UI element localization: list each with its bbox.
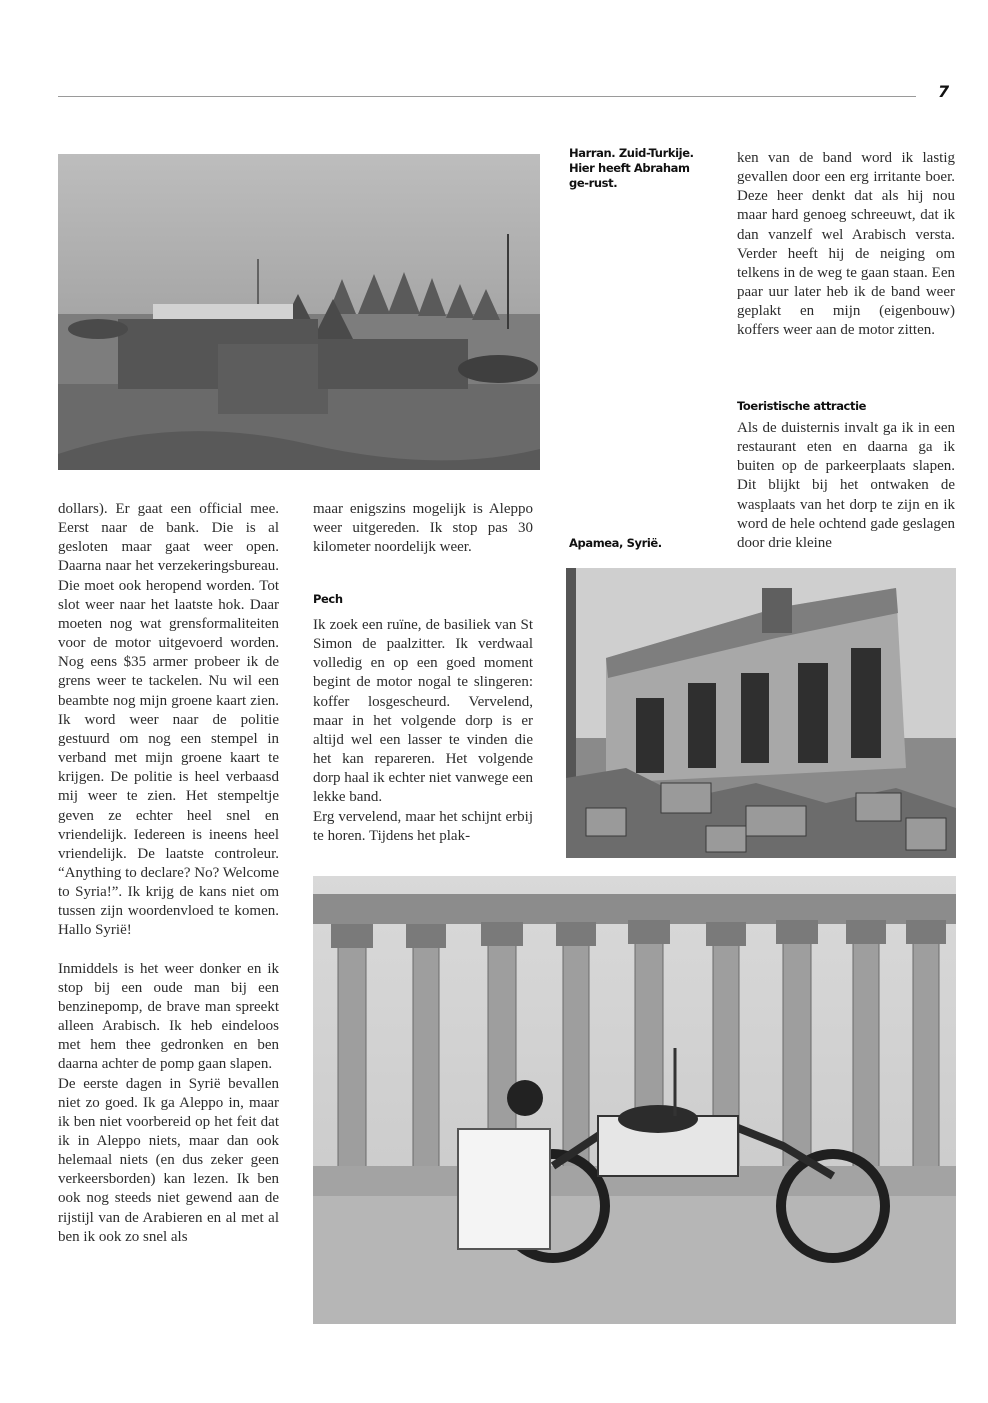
- col3-paragraph-2: Als de duisternis invalt ga ik in een restaurant eten en daarna ga ik buiten op de parkeerplaats slapen. Dit blijkt bij het ontwaken de wasplaats van het dorp te zijn en ik word de hele ochtend gade geslagen door drie kleine: [737, 420, 955, 551]
- col2-paragraph-2: Ik zoek een ruïne, de basiliek van St Simon de paalzitter. Ik verdwaal volledig en op een goed moment begint de motor nogal te slingeren: koffer losgescheurd. Vervelend, maar in het volgende dorp is er altijd wel een lasser te vinden die het kan repareren. Het volgende dorp haal ik echter niet vanwege een lekke band.: [313, 617, 533, 806]
- col1-paragraph-1: dollars). Er gaat een official mee. Eerst naar de bank. Die is al gesloten maar gaat weer open. Daarna naar het verzekeringsbureau. Die moet ook heropend worden. Tot slot weer naar het laatste hok. Daar moeten nog wat grensformaliteiten voor de motor uitgevoerd worden. Nog eens $35 armer probeer ik de grens weer te tackelen. Nu wil een beambte nog mijn groene kaart zien. Ik word weer naar de politie gestuurd om nog een stempel in verband met mijn groene kaart te krijgen. De politie is heel verbaasd mij weer te zien. Het stempeltje geven ze echter heel snel en vriendelijk. Iedereen is ineens heel vriendelijk. De laatste controleur. “Anything to declare? No? Welcome to Syria!”. Ik krijg de kans niet om tussen zijn woordenvloed te komen. Hallo Syrië!: [58, 501, 279, 939]
- col3-paragraph-1: ken van de band word ik lastig gevallen door een erg irritante boer. Deze heer denkt dat als hij nou maar hard genoeg schreeuwt, dat ik dan vanzelf wel Arabisch versta. Verder heeft hij de neiging om telkens in de weg te gaan staan. Een paar uur later heb ik de band weer geplakt en mijn (eigenbouw) koffers weer aan de motor zitten.: [737, 150, 955, 339]
- col1-paragraph-3: De eerste dagen in Syrië bevallen niet zo goed. Ik ga Aleppo in, maar ik ben niet voorbereid op het feit dat ik in Aleppo niets, maar dan ook helemaal niets (en dus zeker geen verkeersborden) kan lezen. Ik ben ook nog steeds niet gewend aan de rijstijl van de Arabieren en al met al ben ik ook zo snel als: [58, 1075, 279, 1245]
- header-rule: [58, 96, 916, 97]
- section-heading-toeristische-attractie: Toeristische attractie: [737, 399, 867, 413]
- col3-text-top: [737, 149, 955, 341]
- col2-text-bottom: [313, 616, 533, 846]
- col2-paragraph-1: maar enigszins mogelijk is Aleppo weer uitgereden. Ik stop pas 30 kilometer noordelijk weer.: [313, 501, 533, 556]
- col2-text-top: [313, 500, 533, 557]
- caption-apamea: Apamea, Syrië.: [569, 536, 662, 550]
- col1-text: [58, 500, 279, 1247]
- col3-text-bottom: [737, 419, 955, 553]
- col2-paragraph-3: Erg vervelend, maar het schijnt erbij te horen. Tijdens het plak-: [313, 808, 533, 844]
- col1-paragraph-2: Inmiddels is het weer donker en ik stop bij een oude man bij een benzinepomp, de brave man spreekt alleen Arabisch. Ik heb eindeloos met hem thee gedronken en ben daarna achter de pomp gaan slapen.: [58, 960, 279, 1073]
- photo-apamea-colonnade: [313, 876, 956, 1324]
- photo-apamea-ruin: [566, 568, 956, 858]
- page-number: 7: [938, 82, 950, 101]
- section-heading-pech: Pech: [313, 592, 343, 606]
- photo-harran-village: [58, 154, 540, 470]
- caption-harran: Harran. Zuid-Turkije. Hier heeft Abraham ge-rust.: [569, 146, 694, 190]
